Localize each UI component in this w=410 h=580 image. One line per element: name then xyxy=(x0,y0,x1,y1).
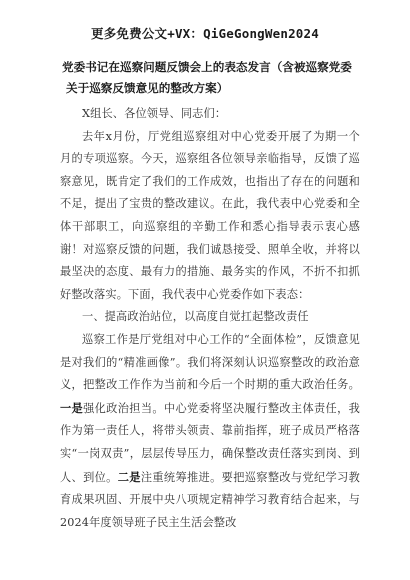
title-line-1: 党委书记在巡察问题反馈会上的表态发言（含被巡察党委 xyxy=(62,60,352,74)
document-title xyxy=(62,57,362,99)
point-label-2: 二是 xyxy=(117,469,141,484)
paragraph-section-1-lead: 巡察工作是厅党组对中心工作的“全面体检”，反馈意见是对我们的“精准画像”。我们将深刻认识巡察整改的政治意义，把整改工作作为当前和今后一个时期的重大政治任务。 xyxy=(60,332,360,392)
point-text-2: 注重统筹推进。要把巡察整改与党纪学习教育成果巩固、开展中央八项规定精神学习教育结合起来，与2024年度领导班子民主生活会整改 xyxy=(60,470,360,529)
paragraph-section-1 xyxy=(60,329,360,534)
salutation: X组长、各位领导、同志们： xyxy=(82,107,227,120)
point-text-1: 强化政治担当。中心党委将坚决履行整改主体责任，我作为第一责任人，将带头领责、靠前指挥，班子成员严格落实“一岗双责”，层层传导压力，确保整改责任落实到岗、到人、到位。 xyxy=(60,401,360,484)
paragraph-intro: 去年x月份，厅党组巡察组对中心党委开展了为期一个月的专项巡察。今天，巡察组各位领导亲临指导，反馈了巡察意见，既肯定了我们的工作成效，也指出了存在的问题和不足，提出了宝贵的整改建议。在此，我代表中心党委和全体干部职工，向巡察组的辛勤工作和悉心指导表示衷心感谢！对巡察反馈的问题，我们诚恳接受、照单全收，并将以最坚决的态度、最有力的措施、最务实的作风，不折不扣抓好整改落实。下面，我代表中心党委作如下表态： xyxy=(60,129,360,301)
title-line-2: 关于巡察反馈意见的整改方案） xyxy=(66,81,229,95)
section-heading-1: 一、提高政治站位，以高度自觉扛起整改责任 xyxy=(82,310,309,324)
point-label-1: 一是 xyxy=(60,400,84,415)
document-body xyxy=(60,103,360,534)
page-header: 更多免费公文+VX：QiGeGongWen2024 xyxy=(91,26,319,41)
